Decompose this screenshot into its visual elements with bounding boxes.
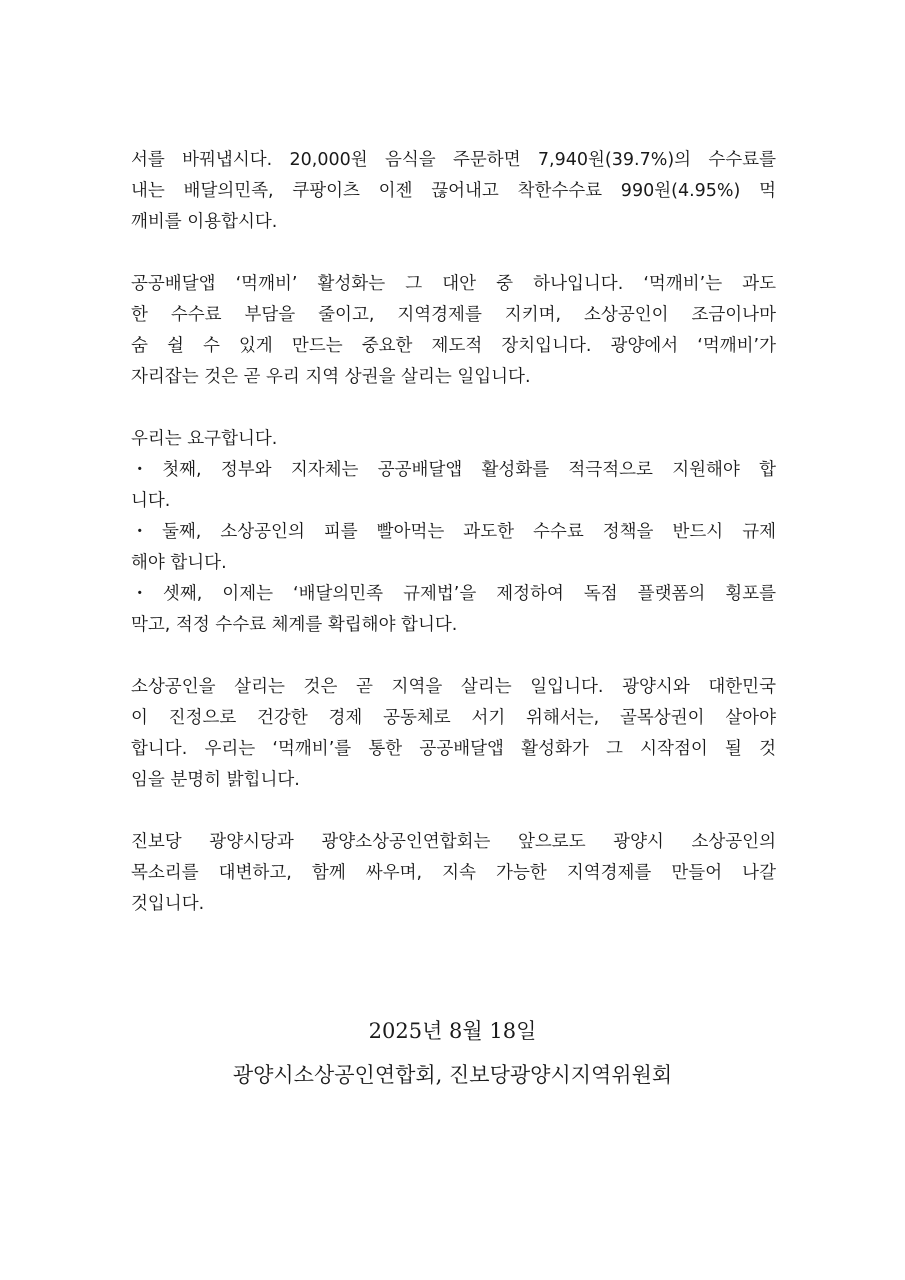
demands-intro: 우리는 요구합니다. <box>131 429 278 449</box>
statement-body <box>131 145 776 920</box>
paragraph-1 <box>131 145 776 238</box>
signature-organizations: 광양시소상공인연합회, 진보당광양시지역위원회 <box>232 1063 673 1087</box>
text-line: 자리잡는 것은 곧 우리 지역 상권을 살리는 일입니다. <box>131 367 531 387</box>
paragraph-5 <box>131 827 776 920</box>
paragraph-2 <box>131 269 776 393</box>
text-line: 합니다. 우리는 ‘먹깨비’를 통한 공공배달앱 활성화가 그 시작점이 될 것 <box>131 739 776 759</box>
text-line: 진보당 광양시당과 광양소상공인연합회는 앞으로도 광양시 소상공인의 <box>131 832 776 852</box>
text-line: 목소리를 대변하고, 함께 싸우며, 지속 가능한 지역경제를 만들어 나갈 <box>131 863 776 883</box>
demand-item-3 <box>131 579 776 641</box>
demand-text-line: ・첫째, 정부와 지자체는 공공배달앱 활성화를 적극적으로 지원해야 합 <box>131 460 776 480</box>
signature-date: 2025년 8월 18일 <box>368 1019 537 1043</box>
demand-text-line: 해야 합니다. <box>131 553 227 573</box>
text-line: 소상공인을 살리는 것은 곧 지역을 살리는 일입니다. 광양시와 대한민국 <box>131 677 776 697</box>
paragraph-4 <box>131 672 776 796</box>
demand-item-1 <box>131 455 776 517</box>
text-line: 서를 바꿔냅시다. 20,000원 음식을 주문하면 7,940원(39.7%)의 수수료를 <box>131 150 776 170</box>
text-line: 숨 쉴 수 있게 만드는 중요한 제도적 장치입니다. 광양에서 ‘먹깨비’가 <box>131 336 776 356</box>
demand-text-line: 막고, 적정 수수료 체계를 확립해야 합니다. <box>131 615 458 635</box>
text-line: 깨비를 이용합시다. <box>131 212 278 232</box>
demand-text-line: ・둘째, 소상공인의 피를 빨아먹는 과도한 수수료 정책을 반드시 규제 <box>131 522 776 542</box>
demand-item-2 <box>131 517 776 579</box>
text-line: 내는 배달의민족, 쿠팡이츠 이젠 끊어내고 착한수수료 990원(4.95%) 먹 <box>131 181 776 201</box>
text-line: 임을 분명히 밝힙니다. <box>131 770 300 790</box>
text-line: 공공배달앱 ‘먹깨비’ 활성화는 그 대안 중 하나입니다. ‘먹깨비’는 과도 <box>131 274 776 294</box>
paragraph-demands <box>131 424 776 641</box>
text-line: 것입니다. <box>131 894 205 914</box>
text-line: 한 수수료 부담을 줄이고, 지역경제를 지키며, 소상공인이 조금이나마 <box>131 305 776 325</box>
demand-text-line: 니다. <box>131 491 171 511</box>
demand-text-line: ・셋째, 이제는 ‘배달의민족 규제법’을 제정하여 독점 플랫폼의 횡포를 <box>131 584 776 604</box>
text-line: 이 진정으로 건강한 경제 공동체로 서기 위해서는, 골목상권이 살아야 <box>131 708 776 728</box>
